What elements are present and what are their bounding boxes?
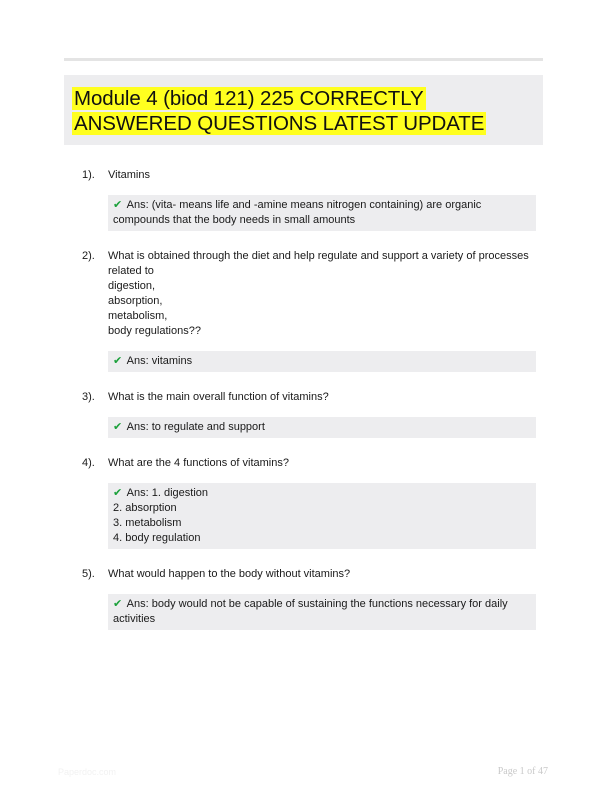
question-number: 5). [82, 568, 95, 580]
answer-prefix: Ans: [126, 355, 149, 367]
question-text: What is the main overall function of vitamins? [108, 391, 329, 403]
answer-prefix: Ans: [126, 421, 149, 433]
answer-box [108, 483, 536, 549]
answer-box [108, 417, 536, 438]
document-title [72, 86, 535, 136]
answer-box [108, 195, 536, 231]
answer-box [108, 594, 536, 630]
check-icon: ✔ [113, 486, 123, 499]
question-item [80, 168, 536, 231]
check-icon: ✔ [113, 597, 123, 610]
question-text: What would happen to the body without vitamins? [108, 568, 351, 580]
question-number: 3). [82, 391, 95, 403]
answer-text: (vita- means life and -amine means nitrogen containing) are organic compounds that the body needs in small amounts [113, 199, 482, 226]
question-number: 1). [82, 169, 95, 181]
page-indicator: Page 1 of 47 [497, 766, 548, 777]
answer-text: 1. digestion 2. absorption 3. metabolism 4. body regulation [113, 487, 209, 544]
check-icon: ✔ [113, 420, 123, 433]
question-list [80, 168, 536, 648]
answer-text: vitamins [151, 355, 193, 367]
footer-watermark: Paperdoc.com [58, 767, 117, 777]
answer-text: to regulate and support [151, 421, 265, 433]
question-item [80, 567, 536, 630]
question-item [80, 249, 536, 372]
question-text: Vitamins [108, 169, 150, 181]
question-number: 2). [82, 250, 95, 262]
question-number: 4). [82, 457, 95, 469]
answer-prefix: Ans: [126, 487, 149, 499]
top-divider [64, 58, 543, 61]
answer-box [108, 351, 536, 372]
question-text: What is obtained through the diet and help regulate and support a variety of processes related to digestion, absorption, metabolism, body regulations?? [108, 250, 529, 337]
question-item [80, 390, 536, 438]
title-banner [64, 75, 543, 145]
question-item [80, 456, 536, 549]
answer-prefix: Ans: [126, 598, 149, 610]
answer-prefix: Ans: [126, 199, 149, 211]
check-icon: ✔ [113, 354, 123, 367]
question-text: What are the 4 functions of vitamins? [108, 457, 289, 469]
answer-text: body would not be capable of sustaining the functions necessary for daily activities [113, 598, 508, 625]
document-title-highlight: Module 4 (biod 121) 225 CORRECTLY ANSWERED QUESTIONS LATEST UPDATE [74, 87, 485, 135]
check-icon: ✔ [113, 198, 123, 211]
